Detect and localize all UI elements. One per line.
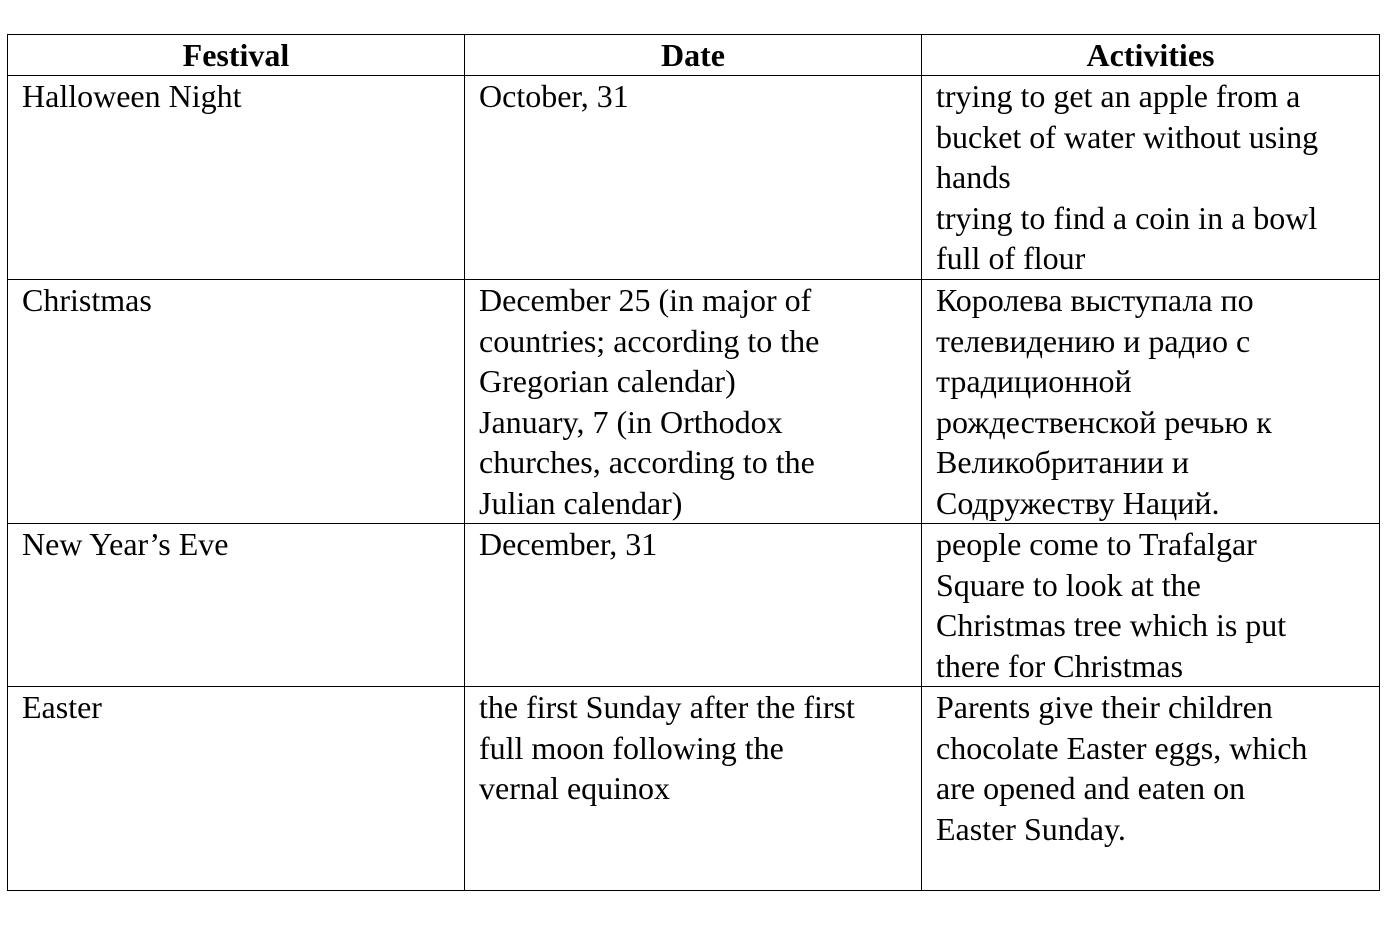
activity-line: Содружеству Наций.	[936, 484, 1220, 521]
activity-line: are opened and eaten on	[936, 770, 1246, 806]
activity-line: full of flour	[936, 240, 1086, 276]
activity-line: bucket of water without using	[936, 118, 1319, 155]
table-row-halloween	[8, 76, 1380, 280]
header-date: Date	[465, 35, 922, 76]
activity-line: trying to get an apple from a	[936, 78, 1301, 114]
festival-cell	[8, 687, 465, 891]
date-line: churches, according to the	[479, 444, 815, 480]
activity-line: Square to look at the	[936, 566, 1201, 603]
activities-cell	[922, 687, 1380, 891]
header-activities: Activities	[922, 35, 1380, 76]
table-row-new-years-eve	[8, 524, 1380, 687]
date-cell	[465, 76, 922, 280]
activity-line: телевидению и радио с	[936, 322, 1251, 359]
header-festival: Festival	[8, 35, 465, 76]
activity-line: hands	[936, 159, 1011, 195]
date-line: countries; according to the	[479, 322, 820, 359]
activity-line: there for Christmas	[936, 647, 1184, 684]
activities-cell	[922, 524, 1380, 687]
date-line: January, 7 (in Orthodox	[479, 403, 783, 440]
activity-line: Королева выступала по	[936, 282, 1254, 318]
date-line: the first Sunday after the first	[479, 689, 855, 725]
date-line: Gregorian calendar)	[479, 363, 736, 399]
date-line: vernal equinox	[479, 770, 671, 806]
activity-line: рождественской речью к	[936, 403, 1272, 440]
festival-cell	[8, 76, 465, 280]
festival-cell	[8, 280, 465, 524]
date-line: October, 31	[479, 78, 629, 114]
festival-name: Christmas	[22, 282, 152, 318]
date-cell	[465, 280, 922, 524]
header-row	[8, 35, 1380, 76]
activity-line: trying to find a coin in a bowl	[936, 199, 1318, 236]
activity-line: people come to Trafalgar	[936, 526, 1257, 562]
table-row-christmas	[8, 280, 1380, 524]
festival-cell	[8, 524, 465, 687]
festival-name: Halloween Night	[22, 78, 242, 114]
date-line: full moon following the	[479, 729, 784, 766]
activity-line: традиционной	[936, 363, 1132, 399]
activity-line: chocolate Easter eggs, which	[936, 729, 1308, 766]
date-line: December 25 (in major of	[479, 282, 812, 318]
date-line: December, 31	[479, 526, 658, 562]
date-cell	[465, 524, 922, 687]
date-cell	[465, 687, 922, 891]
activities-cell	[922, 76, 1380, 280]
activity-line: Великобритании и	[936, 444, 1190, 480]
activity-line: Christmas tree which is put	[936, 607, 1287, 643]
activity-line: Easter Sunday.	[936, 810, 1126, 847]
festival-name: Easter	[22, 689, 102, 725]
festival-name: New Year’s Eve	[22, 526, 229, 562]
activity-line: Parents give their children	[936, 689, 1273, 725]
festivals-table	[7, 34, 1380, 891]
date-line: Julian calendar)	[479, 484, 683, 521]
activities-cell	[922, 280, 1380, 524]
table-row-easter	[8, 687, 1380, 891]
